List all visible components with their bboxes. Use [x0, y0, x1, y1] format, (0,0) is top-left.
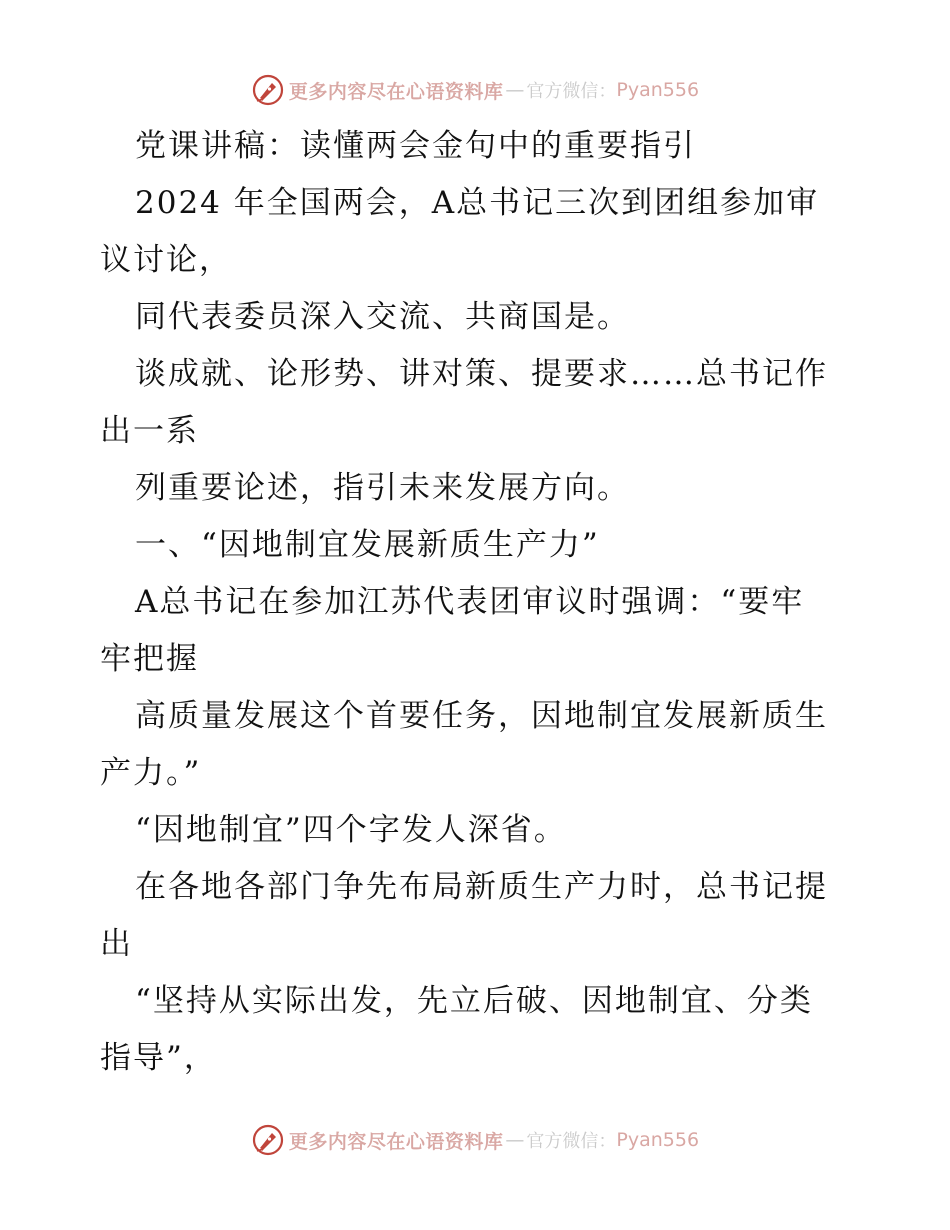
- text-line: 产力。”: [100, 755, 202, 791]
- pen-nib-logo-icon: [251, 1123, 285, 1157]
- text-line: 出一系: [100, 413, 199, 449]
- watermark-site-text: 更多内容尽在心语资料库: [288, 80, 504, 103]
- watermark-wechat-label: 官方微信：: [526, 1131, 617, 1152]
- watermark-header: [0, 70, 950, 110]
- text-line: 2024 年全国两会，A总书记三次到团组参加审: [135, 185, 820, 221]
- text-line: 出: [100, 926, 133, 962]
- text-line: 在各地各部门争先布局新质生产力时，总书记提: [135, 869, 828, 905]
- document-body: [100, 118, 855, 1087]
- text-line: 谈成就、论形势、讲对策、提要求……总书记作: [135, 356, 828, 392]
- text-line: 牢把握: [100, 641, 199, 677]
- watermark-wechat-id: Pyan556: [616, 1129, 700, 1151]
- text-line: “因地制宜”四个字发人深省。: [135, 812, 567, 848]
- text-line: 高质量发展这个首要任务，因地制宜发展新质生: [135, 698, 828, 734]
- text-line: 同代表委员深入交流、共商国是。: [135, 299, 630, 335]
- text-line: 党课讲稿：读懂两会金句中的重要指引: [135, 128, 696, 164]
- text-line: “坚持从实际出发，先立后破、因地制宜、分类: [135, 983, 813, 1019]
- watermark-footer: [0, 1120, 950, 1160]
- watermark-wechat-label: 官方微信：: [526, 81, 617, 102]
- watermark-separator: —: [505, 1129, 525, 1151]
- text-line: 列重要论述，指引未来发展方向。: [135, 470, 630, 506]
- text-line: 指导”，: [100, 1040, 217, 1076]
- text-line: 一、“因地制宜发展新质生产力”: [135, 527, 600, 563]
- pen-nib-logo-icon: [251, 73, 285, 107]
- watermark-separator: —: [505, 79, 525, 101]
- text-line: A总书记在参加江苏代表团审议时强调：“要牢: [135, 584, 805, 620]
- watermark-site-text: 更多内容尽在心语资料库: [288, 1130, 504, 1153]
- text-line: 议讨论，: [100, 242, 232, 278]
- watermark-wechat-id: Pyan556: [616, 79, 700, 101]
